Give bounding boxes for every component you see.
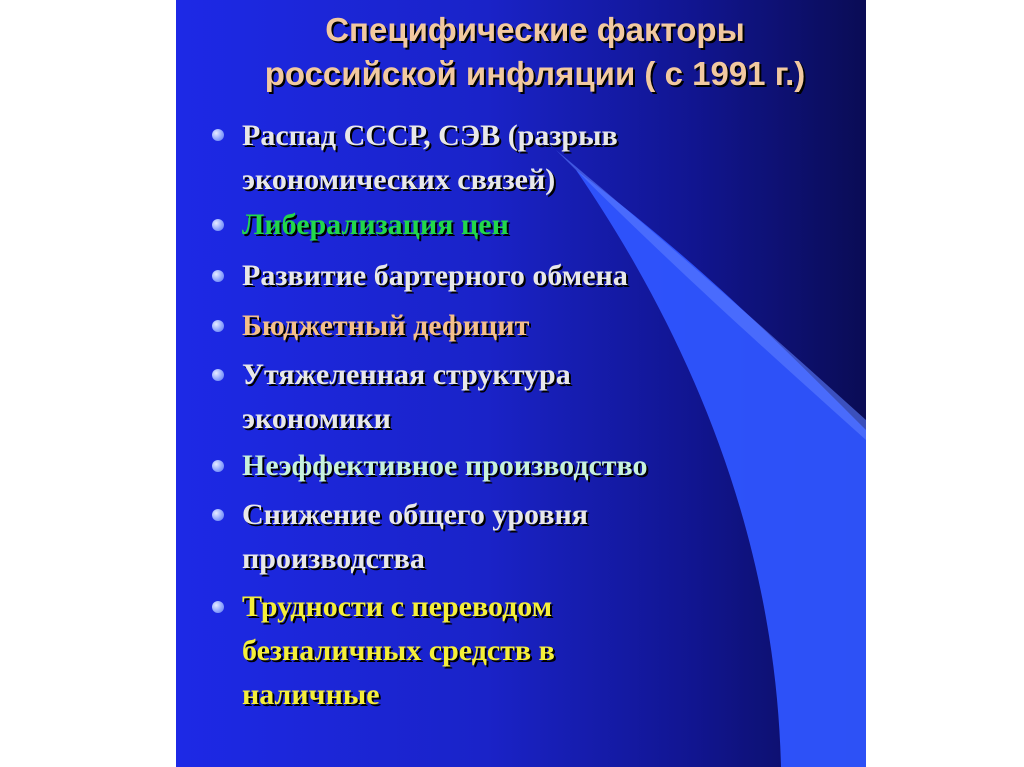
bullet-item-5-line-1: Утяжеленная структура: [242, 358, 571, 391]
bullet-item-3-line-1: Развитие бартерного обмена: [242, 259, 628, 292]
bullet-dot-icon: [212, 129, 224, 141]
bullet-item-6-line-1: Неэффективное производство: [242, 449, 648, 482]
bullet-item-8-line-1: Трудности с переводом: [242, 590, 553, 623]
bullet-item-4-line-1: Бюджетный дефицит: [242, 309, 530, 342]
bullet-dot-icon: [212, 601, 224, 613]
bullet-item-7: [242, 493, 588, 581]
bullet-dot-icon: [212, 509, 224, 521]
bullet-item-5-line-2: экономики: [242, 402, 391, 435]
bullet-item-8-line-3: наличные: [242, 678, 380, 711]
bullet-item-4: [242, 304, 529, 348]
bullet-item-7-line-2: производства: [242, 542, 425, 575]
bullet-item-2-line-1: Либерализация цен: [242, 208, 509, 241]
bullet-dot-icon: [212, 270, 224, 282]
bullet-dot-icon: [212, 219, 224, 231]
bullet-item-8-line-2: безналичных средств в: [242, 634, 555, 667]
slide: [176, 0, 866, 767]
slide-title-line-1: Специфические факторы: [325, 11, 745, 48]
bullet-item-6: [242, 444, 648, 488]
bullet-dot-icon: [212, 320, 224, 332]
bullet-dot-icon: [212, 460, 224, 472]
bullet-item-2: [242, 203, 509, 247]
bullet-list: [176, 0, 866, 767]
bullet-item-1-line-2: экономических связей): [242, 163, 556, 196]
bullet-item-3: [242, 254, 628, 298]
bullet-item-8: [242, 585, 555, 717]
bullet-item-1-line-1: Распад СССР, СЭВ (разрыв: [242, 119, 618, 152]
bullet-item-5: [242, 353, 571, 441]
bullet-item-1: [242, 114, 618, 202]
bullet-item-7-line-1: Снижение общего уровня: [242, 498, 588, 531]
bullet-dot-icon: [212, 369, 224, 381]
slide-title-line-2: российской инфляции ( с 1991 г.): [264, 55, 806, 92]
